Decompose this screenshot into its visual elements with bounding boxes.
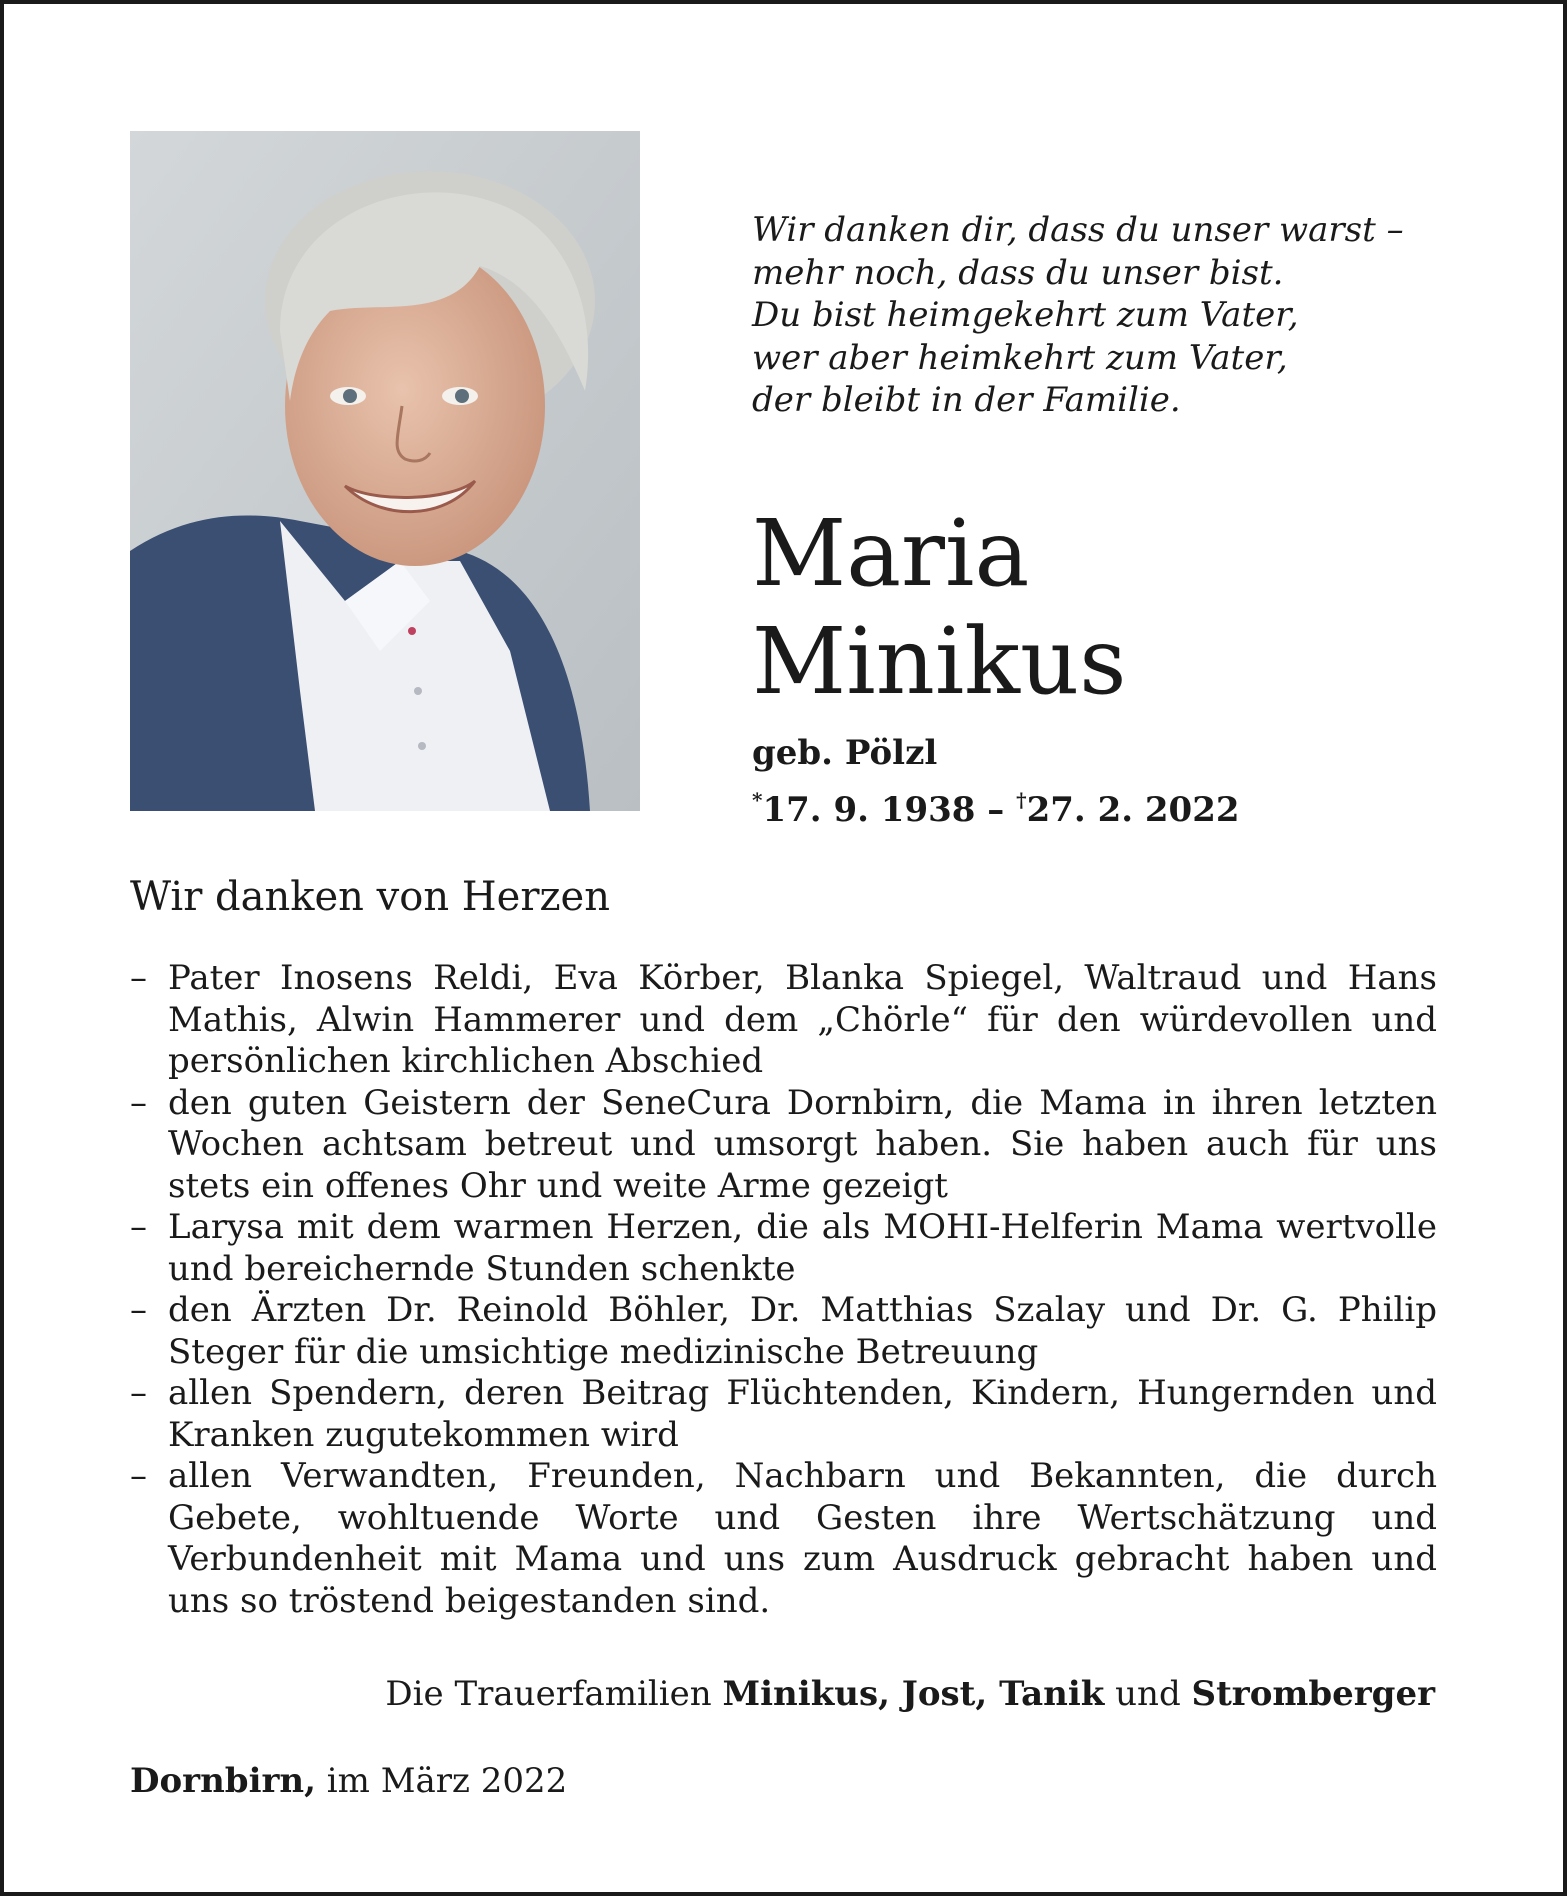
thanks-item-text: den Ärzten Dr. Reinold Böhler, Dr. Matthias Szalay und Dr. G. Philip Steger für die umsichtige medizinische Betreuung	[168, 1290, 1437, 1372]
thanks-item-text: Larysa mit dem warmen Herzen, die als MOHI-Helferin Mama wertvolle und bereichernde Stunden schenkte	[168, 1207, 1437, 1289]
memorial-verse	[752, 209, 1404, 422]
verse-line: wer aber heimkehrt zum Vater,	[752, 337, 1288, 378]
dash-bullet: –	[130, 1082, 147, 1123]
birth-symbol: *	[752, 788, 763, 812]
place-and-date	[130, 1759, 567, 1803]
thanks-item-text: allen Verwandten, Freunden, Nachbarn und Bekannten, die durch Gebete, wohltuende Worte und Gesten ihre Wertschätzung und Verbundenheit mit Mama und uns zum Ausdruck gebracht haben und uns so tröstend beigestanden sind.	[168, 1456, 1437, 1621]
dash-bullet: –	[130, 958, 147, 998]
thanks-item	[130, 1207, 1437, 1290]
thanks-item	[130, 1373, 1437, 1456]
birth-name: geb. Pölzl	[752, 733, 938, 773]
death-date: 27. 2. 2022	[1026, 790, 1240, 830]
dash-bullet: –	[130, 1373, 147, 1413]
dash-bullet: –	[130, 1207, 147, 1247]
verse-line: mehr noch, dass du unser bist.	[752, 252, 1284, 293]
first-name: Maria	[752, 500, 1030, 607]
family-signature	[385, 1672, 1435, 1716]
dash-bullet: –	[130, 1456, 147, 1496]
verse-line: der bleibt in der Familie.	[752, 380, 1181, 420]
thanks-list	[130, 958, 1437, 1622]
family-name-secondary: Stromberger	[1191, 1674, 1435, 1714]
life-dates	[752, 778, 1240, 832]
birth-date: 17. 9. 1938	[762, 790, 976, 830]
place-city: Dornbirn,	[130, 1761, 316, 1801]
thanks-item-text: Pater Inosens Reldi, Eva Körber, Blanka Spiegel, Waltraud und Hans Mathis, Alwin Hammerer und dem „Chörle“ für den würdevollen und persönlichen kirchlichen Abschied	[168, 958, 1437, 1081]
verse-line: Wir danken dir, dass du unser warst –	[752, 210, 1404, 250]
signature-prefix: Die Trauerfamilien	[385, 1674, 723, 1714]
signature-connector: und	[1104, 1674, 1192, 1714]
thanks-heading: Wir danken von Herzen	[130, 874, 610, 920]
death-symbol: †	[1016, 788, 1027, 812]
thanks-item	[130, 1083, 1437, 1208]
portrait-photo	[130, 131, 640, 811]
thanks-item	[130, 1456, 1437, 1622]
thanks-item	[130, 1290, 1437, 1373]
portrait-illustration	[130, 131, 640, 811]
family-names-primary: Minikus, Jost, Tanik	[722, 1674, 1105, 1714]
dash-bullet: –	[130, 1290, 147, 1330]
thanks-item-text: den guten Geistern der SeneCura Dornbirn, die Mama in ihren letzten Wochen achtsam betreut und umsorgt haben. Sie haben auch für uns stets ein offenes Ohr und weite Arme gezeigt	[168, 1082, 1437, 1206]
thanks-item	[130, 958, 1437, 1083]
date-separator: –	[975, 790, 1017, 830]
notice-date: im März 2022	[315, 1761, 568, 1801]
deceased-name	[752, 500, 1127, 716]
thanks-item-text: allen Spendern, deren Beitrag Flüchtenden, Kindern, Hungernden und Kranken zugutekommen wird	[168, 1373, 1437, 1455]
verse-line: Du bist heimgekehrt zum Vater,	[752, 295, 1299, 335]
last-name: Minikus	[752, 608, 1127, 715]
